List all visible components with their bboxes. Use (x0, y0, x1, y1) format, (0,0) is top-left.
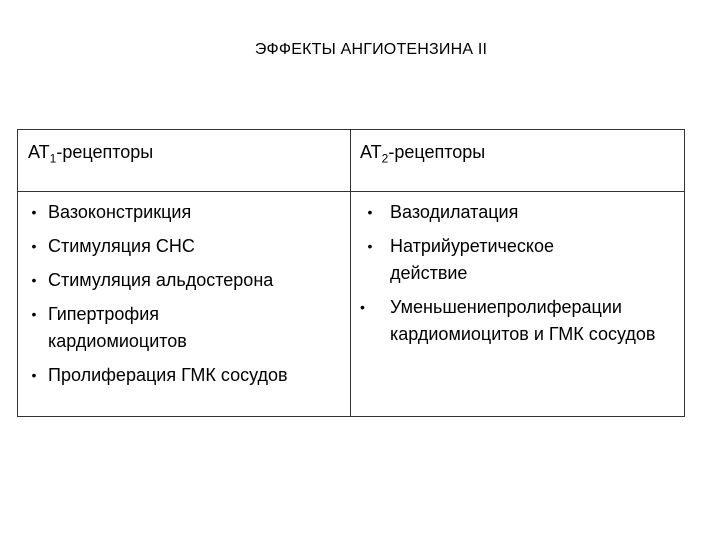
header-suffix: -рецепторы (56, 142, 154, 162)
column-header-at2 (360, 142, 486, 166)
header-suffix: -рецепторы (388, 142, 486, 162)
bullet-icon: • (31, 238, 37, 254)
list-item-text: Стимуляция альдостерона (48, 270, 274, 290)
bullet-icon: • (367, 238, 373, 254)
list-item (18, 233, 348, 260)
list-item-text: Пролиферация ГМК сосудов (48, 365, 288, 385)
list-item-text: Гипертрофия кардиомиоцитов (48, 304, 187, 351)
list-item (18, 301, 348, 355)
header-subscript: 2 (381, 151, 389, 166)
list-item-text: Уменьшениепролиферации кардиомиоцитов и ГМК сосудов (390, 297, 656, 344)
column-divider (350, 130, 351, 416)
bullet-icon: • (360, 299, 365, 315)
page-title: ЭФФЕКТЫ АНГИОТЕНЗИНА II (254, 41, 488, 58)
bullet-icon: • (31, 306, 37, 322)
bullet-icon: • (31, 204, 37, 220)
list-item-text: Стимуляция СНС (48, 236, 195, 256)
list-item (352, 233, 680, 287)
header-prefix: AT (28, 142, 50, 162)
header-subscript: 1 (49, 151, 57, 166)
list-item-text: Натрийуретическое действие (390, 236, 554, 283)
list-item-text: Вазодилатация (390, 202, 519, 222)
bullet-icon: • (31, 367, 37, 383)
list-item (18, 199, 348, 226)
comparison-table (17, 129, 685, 417)
list-item (352, 294, 680, 348)
bullet-icon: • (31, 272, 37, 288)
list-item-text: Вазоконстрикция (48, 202, 192, 222)
at1-effects-list (18, 199, 348, 396)
header-prefix: AT (360, 142, 382, 162)
list-item (352, 199, 680, 226)
list-item (18, 362, 348, 389)
column-header-at1 (28, 142, 154, 166)
bullet-icon: • (367, 204, 373, 220)
at2-effects-list (352, 199, 680, 355)
list-item (18, 267, 348, 294)
header-divider (18, 191, 684, 192)
